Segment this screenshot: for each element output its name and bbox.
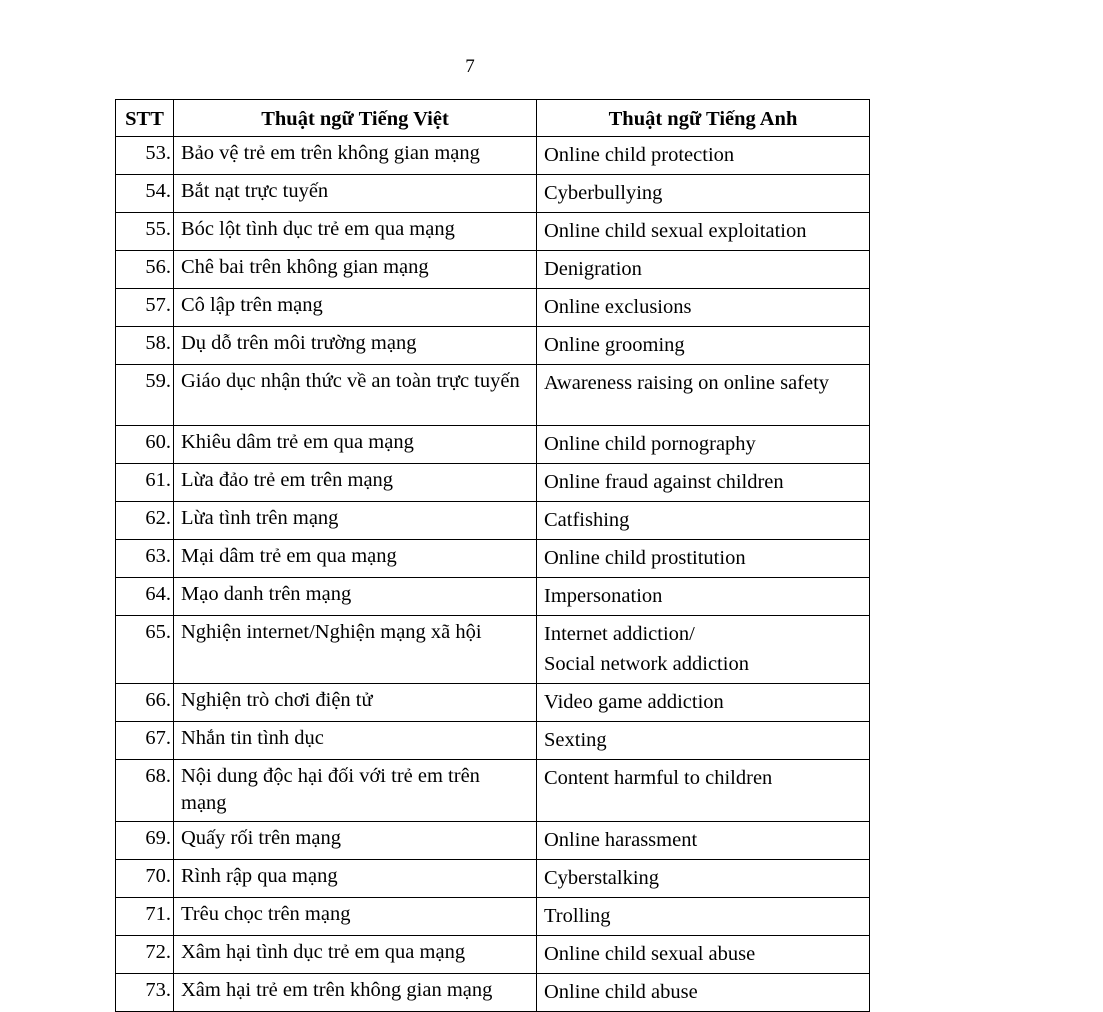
english-term: [537, 502, 870, 540]
table-header-row: [116, 100, 870, 137]
row-number: 71.: [116, 898, 174, 936]
english-term-line: Catfishing: [544, 509, 630, 531]
english-term-line: Online child pornography: [544, 433, 756, 455]
row-number: 54.: [116, 175, 174, 213]
vietnamese-term: Bóc lột tình dục trẻ em qua mạng: [174, 213, 537, 251]
row-number: 70.: [116, 860, 174, 898]
english-term: [537, 365, 870, 426]
table-row: [116, 175, 870, 213]
english-term: [537, 540, 870, 578]
english-term-line: Awareness raising on online safety: [544, 372, 830, 394]
table-row: [116, 722, 870, 760]
row-number: 61.: [116, 464, 174, 502]
header-stt: STT: [116, 100, 174, 137]
terminology-table-body: [116, 137, 870, 1012]
english-term: [537, 974, 870, 1012]
table-row: [116, 502, 870, 540]
table-row: [116, 251, 870, 289]
table-row: [116, 540, 870, 578]
row-number: 68.: [116, 760, 174, 822]
english-term-line: Sexting: [544, 729, 607, 751]
row-number: 62.: [116, 502, 174, 540]
vietnamese-term: Nội dung độc hại đối với trẻ em trên mạng: [174, 760, 537, 822]
english-term-line: Online harassment: [544, 829, 698, 851]
vietnamese-term: Nghiện trò chơi điện tử: [174, 684, 537, 722]
vietnamese-term: Quấy rối trên mạng: [174, 822, 537, 860]
table-row: [116, 616, 870, 684]
english-term: [537, 616, 870, 684]
english-term: [537, 251, 870, 289]
vietnamese-term: Trêu chọc trên mạng: [174, 898, 537, 936]
vietnamese-term: Nhắn tin tình dục: [174, 722, 537, 760]
vietnamese-term: Chê bai trên không gian mạng: [174, 251, 537, 289]
row-number: 63.: [116, 540, 174, 578]
row-number: 56.: [116, 251, 174, 289]
english-term-line: Online fraud against children: [544, 471, 784, 493]
english-term-line: Video game addiction: [544, 691, 724, 713]
vietnamese-term: Giáo dục nhận thức về an toàn trực tuyến: [174, 365, 537, 426]
english-term-line: Internet addiction/: [544, 623, 695, 645]
vietnamese-term: Xâm hại tình dục trẻ em qua mạng: [174, 936, 537, 974]
english-term: [537, 860, 870, 898]
vietnamese-term: Rình rập qua mạng: [174, 860, 537, 898]
vietnamese-term: Bắt nạt trực tuyến: [174, 175, 537, 213]
header-english-term: Thuật ngữ Tiếng Anh: [537, 100, 870, 137]
row-number: 64.: [116, 578, 174, 616]
english-term-line: Trolling: [544, 905, 611, 927]
english-term-line: Online exclusions: [544, 296, 692, 318]
english-term-line: Content harmful to children: [544, 767, 773, 789]
table-row: [116, 365, 870, 426]
row-number: 72.: [116, 936, 174, 974]
english-term-line: Social network addiction: [544, 653, 749, 675]
table-row: [116, 464, 870, 502]
table-row: [116, 327, 870, 365]
row-number: 69.: [116, 822, 174, 860]
english-term: [537, 213, 870, 251]
english-term: [537, 327, 870, 365]
table-row: [116, 289, 870, 327]
table-row: [116, 860, 870, 898]
table-row: [116, 578, 870, 616]
row-number: 66.: [116, 684, 174, 722]
english-term: [537, 175, 870, 213]
row-number: 65.: [116, 616, 174, 684]
english-term-line: Online grooming: [544, 334, 685, 356]
header-vietnamese-term: Thuật ngữ Tiếng Việt: [174, 100, 537, 137]
english-term-line: Cyberbullying: [544, 182, 663, 204]
vietnamese-term: Cô lập trên mạng: [174, 289, 537, 327]
table-row: [116, 213, 870, 251]
vietnamese-term: Dụ dỗ trên môi trường mạng: [174, 327, 537, 365]
english-term-line: Online child protection: [544, 144, 735, 166]
english-term: [537, 684, 870, 722]
vietnamese-term: Mại dâm trẻ em qua mạng: [174, 540, 537, 578]
row-number: 58.: [116, 327, 174, 365]
row-number: 60.: [116, 426, 174, 464]
row-number: 53.: [116, 137, 174, 175]
english-term: [537, 722, 870, 760]
english-term: [537, 760, 870, 822]
english-term: [537, 426, 870, 464]
table-row: [116, 684, 870, 722]
page-number: 7: [465, 56, 475, 77]
english-term-line: Denigration: [544, 258, 642, 280]
row-number: 57.: [116, 289, 174, 327]
row-number: 67.: [116, 722, 174, 760]
english-term-line: Online child sexual exploitation: [544, 220, 807, 242]
english-term-line: Online child sexual abuse: [544, 943, 756, 965]
table-row: [116, 760, 870, 822]
vietnamese-term: Khiêu dâm trẻ em qua mạng: [174, 426, 537, 464]
terminology-table: [115, 99, 870, 1012]
english-term: [537, 822, 870, 860]
table-row: [116, 974, 870, 1012]
vietnamese-term: Bảo vệ trẻ em trên không gian mạng: [174, 137, 537, 175]
english-term: [537, 464, 870, 502]
english-term-line: Cyberstalking: [544, 867, 660, 889]
english-term-line: Online child prostitution: [544, 547, 746, 569]
row-number: 73.: [116, 974, 174, 1012]
english-term: [537, 898, 870, 936]
english-term: [537, 578, 870, 616]
vietnamese-term: Xâm hại trẻ em trên không gian mạng: [174, 974, 537, 1012]
row-number: 59.: [116, 365, 174, 426]
row-number: 55.: [116, 213, 174, 251]
table-row: [116, 137, 870, 175]
vietnamese-term: Mạo danh trên mạng: [174, 578, 537, 616]
table-row: [116, 898, 870, 936]
english-term: [537, 289, 870, 327]
vietnamese-term: Lừa tình trên mạng: [174, 502, 537, 540]
english-term: [537, 137, 870, 175]
english-term-line: Impersonation: [544, 585, 663, 607]
vietnamese-term: Nghiện internet/Nghiện mạng xã hội: [174, 616, 537, 684]
table-row: [116, 426, 870, 464]
english-term-line: Online child abuse: [544, 981, 698, 1003]
table-row: [116, 822, 870, 860]
vietnamese-term: Lừa đảo trẻ em trên mạng: [174, 464, 537, 502]
